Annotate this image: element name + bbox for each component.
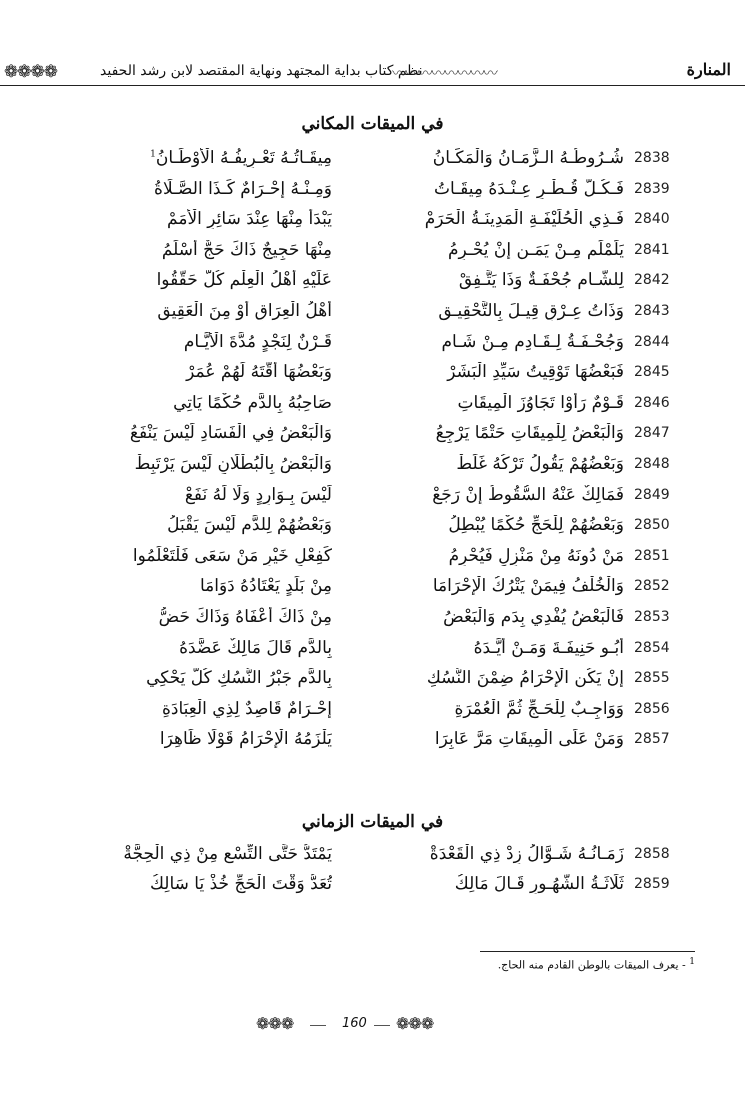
verse-row xyxy=(0,454,745,484)
verse-number: 2855 xyxy=(634,670,670,687)
verse-second-text: وَمِـنْـهُ إِحْـرَامٌ كَـذَا الصَّـلَاةُ xyxy=(154,178,332,199)
verse-second-text: وَبَعْضُهَا أَقَّتَهُ لَهُمْ عُمَرْ xyxy=(186,362,332,383)
ornament-icon: ❁❁❁ xyxy=(256,1014,294,1033)
verse-row xyxy=(0,485,745,515)
verse-row xyxy=(0,668,745,698)
verse-second-text: عَلَيْهِ أَهْلُ الْعِلْمِ كُلٌّ حَقَّقُوا xyxy=(156,270,332,291)
book-name: المنارة xyxy=(686,60,731,79)
verse-first-hemistich: فَبَعْضُهَا تَوْقِيتُ سَيِّدِ الْبَشَرْ xyxy=(447,362,624,383)
verse-second-hemistich xyxy=(50,844,332,864)
verse-second-text: وَالْبَعْضُ فِي الْفَسَادِ لَيْسَ يَنْفَعُ xyxy=(129,423,332,444)
verse-row xyxy=(0,515,745,545)
verse-second-text: بِالدَّمِ جَبْرُ النُّسُكِ كُلٌّ يَحْكِي xyxy=(146,668,332,689)
verse-second-text: صَاحِبُهُ بِالدَّمِ حُكْمًا يَاتِي xyxy=(173,392,332,413)
ornament-icon: ❁❁❁ xyxy=(396,1014,434,1033)
verse-second-text: قَـرْنٌ لِنَجْدٍ مُدَّةَ الْأَيَّـامِ xyxy=(183,331,332,352)
verse-second-hemistich xyxy=(50,576,332,596)
verse-first-hemistich: زَمَـانُـهُ شَـوَّالُ زِدْ ذِي الْقَعْدَةْ xyxy=(429,844,624,864)
verse-second-text: تُعَدُّ وَقْتَ الْحَجِّ خُذْ يَا سَالِكُ xyxy=(149,874,332,894)
verse-row xyxy=(0,240,745,270)
verse-first-hemistich: فَالْبَعْضُ يُفْدِي بِدَمٍ وَالْبَعْضُ xyxy=(443,607,624,627)
verse-first-hemistich: فَـكُـلُّ قُـطْـرٍ عِـنْـدَهُ مِيقَـاتُ xyxy=(433,178,624,199)
verse-first-hemistich: أَبُـو حَنِيفَـةَ وَمَـنْ أَيَّـدَهُ xyxy=(473,637,624,658)
footnote-rule xyxy=(480,951,695,952)
verse-number: 2859 xyxy=(634,876,670,892)
verse-row xyxy=(0,546,745,576)
verse-second-hemistich xyxy=(50,240,332,260)
verse-second-hemistich xyxy=(50,638,332,658)
verse-first-hemistich: وَوَاجِـبٌ لِلْحَـجِّ ثُمَّ الْعُمْرَةِ xyxy=(454,698,624,719)
verse-first-hemistich: وَبَعْضُهُمْ لِلْحَجِّ حُكْمًا يُبْطِلُ xyxy=(448,515,624,536)
verse-number: 2858 xyxy=(634,846,670,862)
verse-second-hemistich xyxy=(50,668,332,688)
verse-second-hemistich xyxy=(50,546,332,566)
verse-second-hemistich xyxy=(50,729,332,749)
verse-first-hemistich: ثَلَاثَـةُ الشُّهُـورِ قَـالَ مَالِكُ xyxy=(454,874,624,894)
verse-first-hemistich: وَالْخُلْفُ فِيمَنْ يَتْرُكُ الْإِحْرَامَا xyxy=(432,576,624,597)
section-title: في الميقات المكاني xyxy=(301,114,444,134)
footnote: $^1$ - يعرف الميقات بالوطن القادم منه الحاج. xyxy=(497,957,695,972)
verse-second-hemistich xyxy=(50,874,332,894)
verse-row xyxy=(0,576,745,606)
verse-second-hemistich xyxy=(50,454,332,474)
verse-second-text: بِالدَّمِ قَالَ مَالِكٌ عَضَّدَهُ xyxy=(179,637,332,658)
verse-second-text: مِنْ بَلَدٍ يَعْتَادُهُ دَوَامَا xyxy=(199,576,332,597)
verse-first-hemistich: وَجُحْـفَـةُ لِـقَـادِمٍ مِـنْ شَـامِ xyxy=(441,331,624,352)
verse-row xyxy=(0,362,745,392)
divider xyxy=(310,1025,326,1026)
verse-number: 2841 xyxy=(634,241,670,258)
verse-number: 2845 xyxy=(634,364,670,381)
verse-first-hemistich: شُـرُوطُـهُ الـزَّمَـانُ وَالْمَكَـانُ xyxy=(432,148,624,168)
verse-second-text: مِنْهَا حَجِيجٌ ذَاكَ حَجٌّ أَسْلَمُ xyxy=(161,239,332,260)
verse-second-text: مِيقَـاتُـهُ تَعْـرِيفُـهُ الْأَوْطَـانُ xyxy=(155,148,332,168)
verse-second-hemistich xyxy=(50,209,332,229)
verse-first-hemistich: قَـوْمٌ رَأَوْا تَجَاوُزَ الْمِيقَاتِ xyxy=(457,392,624,413)
verse-row xyxy=(0,332,745,362)
verse-first-hemistich: فَمَالِكٌ عَنْهُ السُّقُوطُ إِنْ رَجَعْ xyxy=(432,484,624,505)
verse-number: 2856 xyxy=(634,700,670,717)
verse-row xyxy=(0,423,745,453)
verse-number: 2847 xyxy=(634,425,670,442)
verse-number: 2843 xyxy=(634,303,670,319)
verse-second-hemistich xyxy=(50,332,332,352)
verse-second-text: يَلْزَمُهُ الْإِحْرَامُ قَوْلًا ظَاهِرَا xyxy=(159,729,332,750)
divider xyxy=(374,1025,390,1026)
verse-second-hemistich xyxy=(50,423,332,443)
verse-first-hemistich: وَبَعْضُهُمْ يَقُولُ تَرْكُهُ غَلَطْ xyxy=(456,454,624,474)
verse-number: 2846 xyxy=(634,394,670,411)
verse-second-text: يَبْدَأُ مِنْهَا عِنْدَ سَائِرِ الْأُمَمْ xyxy=(167,209,332,230)
verse-second-text: يَمْتَدُّ حَتَّى التِّسْعِ مِنْ ذِي الْحِجَّةْ xyxy=(123,844,332,864)
verse-row xyxy=(0,607,745,637)
verse-second-text: وَالْبَعْضُ بِالْبُطْلَانِ لَيْسَ يَرْتَبِطْ xyxy=(134,454,332,474)
running-title: نظم كتاب بداية المجتهد ونهاية المقتصد لابن رشد الحفيد xyxy=(100,63,423,79)
verse-number: 2850 xyxy=(634,517,670,534)
verse-number: 2839 xyxy=(634,180,670,197)
verse-second-hemistich xyxy=(50,607,332,627)
verse-first-hemistich: مَنْ دُونَهُ مِنْ مَنْزِلٍ فَيُحْرِمُ xyxy=(448,545,624,566)
verse-second-hemistich xyxy=(50,515,332,535)
verse-second-hemistich xyxy=(50,301,332,321)
verse-row xyxy=(0,638,745,668)
verse-first-hemistich: إِنْ يَكُنِ الْإِحْرَامُ ضِمْنَ النُّسُكِ xyxy=(426,668,624,689)
verse-row xyxy=(0,148,745,178)
verse-second-hemistich xyxy=(50,148,332,168)
verse-row xyxy=(0,729,745,759)
verse-second-hemistich xyxy=(50,270,332,290)
verse-number: 2848 xyxy=(634,456,670,472)
verse-number: 2851 xyxy=(634,547,670,564)
verse-second-hemistich xyxy=(50,699,332,719)
verse-second-text: وَبَعْضُهُمْ لِلدَّمِ لَيْسَ يَقْبَلُ xyxy=(167,515,332,536)
page-number: 160 xyxy=(342,1016,367,1031)
verse-row xyxy=(0,393,745,423)
verse-second-text: كَفِعْلِ خَيْرِ مَنْ سَعَى فَلْتَعْلَمُوا xyxy=(132,545,332,566)
running-header xyxy=(0,54,745,90)
verse-row xyxy=(0,270,745,300)
verse-first-hemistich: وَمَنْ عَلَى الْمِيقَاتِ مَرَّ عَابِرَا xyxy=(434,729,624,750)
verse-row xyxy=(0,179,745,209)
verse-number: 2844 xyxy=(634,333,670,350)
header-rule xyxy=(0,85,745,86)
verse-row xyxy=(0,874,745,904)
wave-ornament-icon: 〰〰〰〰〰〰〰〰 xyxy=(392,64,497,82)
verse-number: 2857 xyxy=(634,731,670,748)
verse-row xyxy=(0,844,745,874)
verse-row xyxy=(0,301,745,331)
verse-number: 2849 xyxy=(634,486,670,503)
verse-second-hemistich xyxy=(50,393,332,413)
footnote-reference: 1 xyxy=(150,149,156,160)
verse-second-text: لَيْسَ بِـوَارِدٍ وَلَا لَهُ نَفَعْ xyxy=(184,484,332,505)
verse-first-hemistich: لِلشَّـامِ جُحْفَـةٌ وَذَا يَتَّـفِقْ xyxy=(458,270,624,291)
verse-second-hemistich xyxy=(50,485,332,505)
verse-number: 2842 xyxy=(634,272,670,289)
verse-row xyxy=(0,209,745,239)
ornament-icon: ❁❁❁❁ xyxy=(4,62,57,82)
verse-second-hemistich xyxy=(50,179,332,199)
verse-first-hemistich: فَـذِي الْحُلَيْفَـةِ الْمَدِينَـةُ الْحَرَمْ xyxy=(424,209,624,230)
section-title: في الميقات الزماني xyxy=(301,812,444,832)
footnote-mark: 1 xyxy=(689,957,695,967)
verse-second-text: مِنْ ذَاكَ أَعْفَاهُ وَذَاكَ حَضُّ xyxy=(158,607,332,627)
verse-second-text: إِحْـرَامٌ قَاصِدٌ لِذِي الْعِبَادَةِ xyxy=(161,698,332,719)
verse-number: 2853 xyxy=(634,609,670,625)
verse-second-hemistich xyxy=(50,362,332,382)
page-footer xyxy=(0,1014,745,1040)
verse-number: 2840 xyxy=(634,211,670,228)
verse-number: 2852 xyxy=(634,578,670,595)
footnote-text: يعرف الميقات بالوطن القادم منه الحاج. xyxy=(497,958,679,972)
verse-second-text: أَهْلُ الْعِرَاقِ أَوْ مِنَ الْعَقِيقِ xyxy=(157,301,332,321)
verse-number: 2838 xyxy=(634,150,670,166)
verse-row xyxy=(0,699,745,729)
verse-number: 2854 xyxy=(634,639,670,656)
verse-first-hemistich: وَذَاتُ عِـرْقٍ قِيـلَ بِالتَّحْقِيـقِ xyxy=(438,301,624,321)
verse-first-hemistich: وَالْبَعْضُ لِلْمِيقَاتِ حَتْمًا يَرْجِعُ xyxy=(435,423,624,444)
verse-first-hemistich: يَلَمْلَمٍ مِـنْ يَمَـنٍ إِنْ يُحْـرِمُ xyxy=(447,239,624,260)
